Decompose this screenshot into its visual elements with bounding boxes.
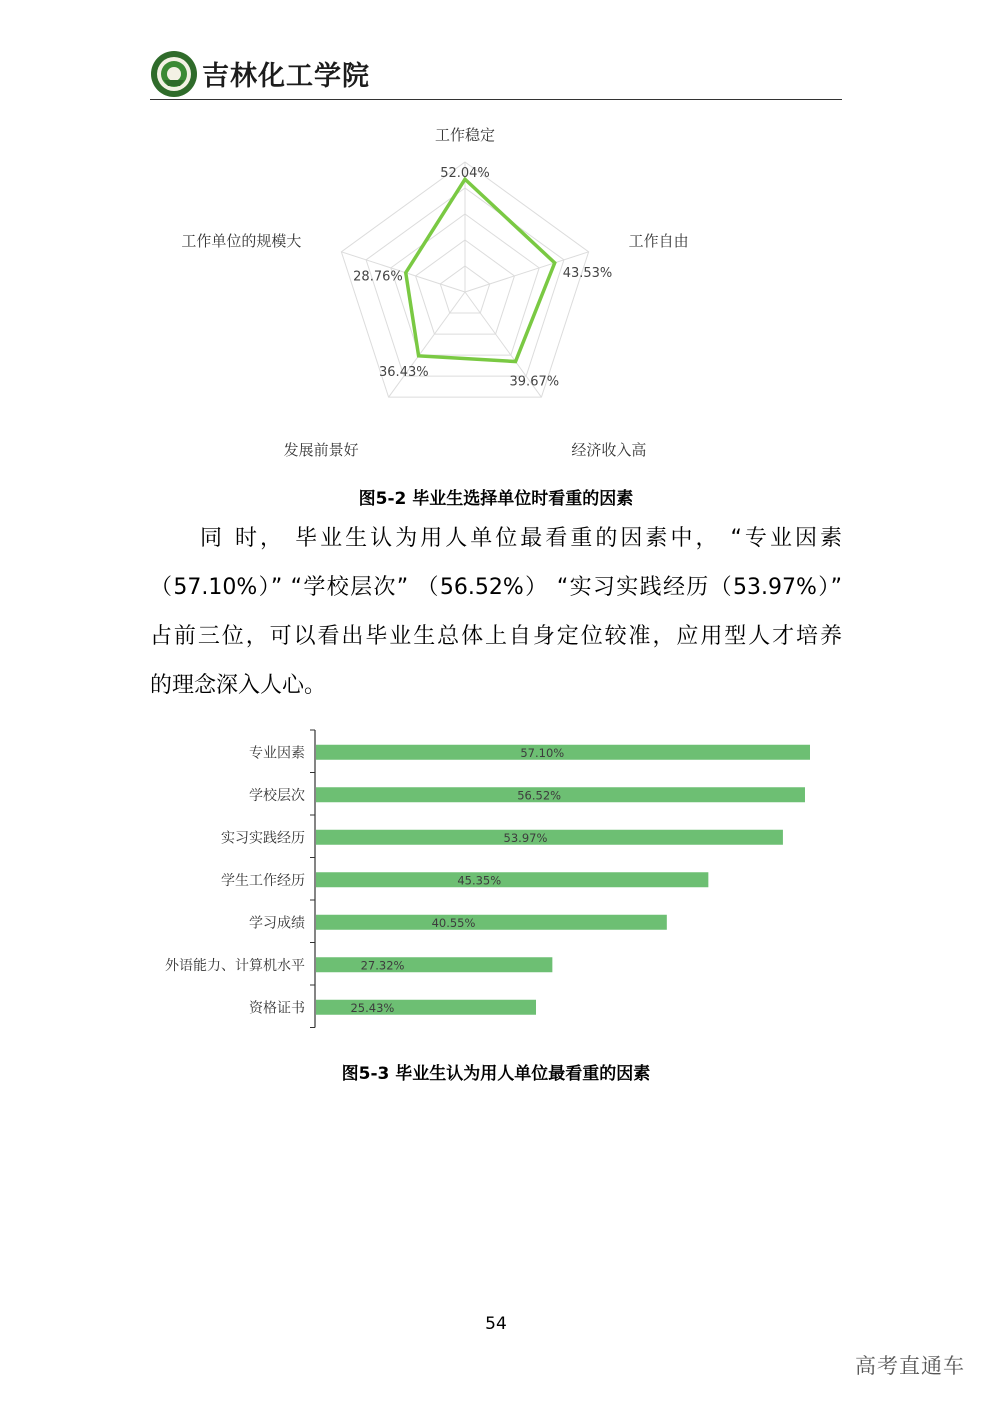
radar-value-label: 43.53%: [562, 265, 613, 281]
radar-category-label: 工作稳定: [434, 126, 496, 144]
bar-value-label: 57.10%: [520, 745, 565, 760]
radar-category-label: 工作自由: [628, 231, 689, 250]
bar-value-label: 56.52%: [517, 788, 562, 803]
bar-category-label: 学习成绩: [249, 915, 305, 932]
bar: [316, 830, 783, 845]
watermark: 高考直通车: [855, 1354, 965, 1378]
bar-category-label: 专业因素: [249, 745, 305, 762]
header-institution-name: 吉林化工学院: [202, 61, 370, 92]
radar-value-label: 52.04%: [440, 166, 490, 182]
school-logo: [150, 50, 198, 98]
bar-value-label: 53.97%: [503, 830, 548, 845]
radar-category-label: 发展前景好: [283, 441, 359, 460]
radar-chart: [146, 112, 776, 472]
bar-value-label: 27.32%: [360, 958, 405, 973]
bar: [316, 957, 552, 972]
bar-chart: [150, 720, 842, 1030]
paragraph-line-4: 的理念深入人心。: [150, 673, 327, 698]
radar-category-label: 经济收入高: [571, 441, 647, 460]
header-divider: [150, 99, 842, 100]
body-paragraph: [150, 514, 842, 710]
radar-value-label: 39.67%: [509, 374, 560, 390]
radar-spoke: [389, 292, 465, 397]
radar-value-label: 36.43%: [379, 364, 429, 380]
bar-value-label: 40.55%: [431, 915, 476, 930]
bar-value-label: 45.35%: [457, 873, 502, 888]
bar-caption: 图5-3 毕业生认为用人单位最看重的因素: [341, 1064, 651, 1084]
radar-category-label: 工作单位的规模大: [181, 231, 302, 250]
bar: [316, 872, 708, 887]
bar-category-label: 实习实践经历: [221, 830, 305, 847]
bar-category-label: 外语能力、计算机水平: [165, 957, 305, 974]
page-number: 54: [485, 1314, 507, 1334]
bar-category-label: 学校层次: [249, 787, 305, 804]
bar-value-label: 25.43%: [350, 1000, 395, 1015]
paragraph-line-3: 占前三位，可以看出毕业生总体上自身定位较准，应用型人才培养: [150, 624, 842, 649]
bar-category-label: 资格证书: [249, 1000, 305, 1017]
paragraph-line-2: （57.10%）” “学校层次” （56.52%） “实习实践经历（53.97%）”: [150, 575, 842, 600]
radar-caption: 图5-2 毕业生选择单位时看重的因素: [358, 489, 634, 509]
bar: [316, 1000, 536, 1015]
paragraph-line-1: 同 时， 毕业生认为用人单位最看重的因素中， “专业因素: [200, 526, 842, 551]
radar-value-label: 28.76%: [353, 269, 403, 285]
bar-category-label: 学生工作经历: [221, 872, 305, 889]
bar: [316, 915, 667, 930]
